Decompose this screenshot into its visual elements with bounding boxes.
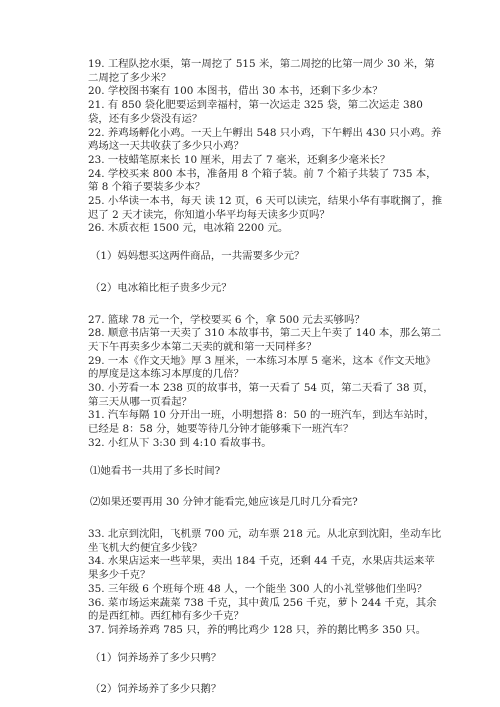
problems-19-26 <box>88 58 444 236</box>
problem-32: 32. 小红从下 3:30 到 4:10 看故事书。 <box>88 436 272 449</box>
problem-28: 28. 顺意书店第一天卖了 310 本故事书，第二天上午卖了 140 本，那么第二天下午再卖多少本第二天卖的就和第一天同样多？ <box>88 327 442 353</box>
problem-26-sub-1: （1）妈妈想买这两件商品，一共需要多少元？ <box>90 250 305 263</box>
problem-29: 29. 一本《作文天地》厚 3 厘米，一本练习本厚 5 毫米，这本《作文天地》的厚度是这本练习本厚度的几倍？ <box>88 354 436 381</box>
problem-26-sub-2: （2）电冰箱比柜子贵多少元？ <box>90 281 232 294</box>
problem-27: 27. 篮球 78 元一个，学校要买 6 个，拿 500 元去买够吗？ <box>88 313 365 326</box>
problem-23: 23. 一枝蜡笔原来长 10 厘米，用去了 7 毫米，还剩多少毫米长？ <box>88 153 391 166</box>
problem-37-sub-1: （1）饲养场养了多少只鸭？ <box>90 651 222 664</box>
problems-33-37 <box>88 528 444 638</box>
problem-37: 37. 饲养场养鸡 785 只，养的鸭比鸡少 128 只，养的鹅比鸭多 350 只。 <box>88 623 427 636</box>
problem-36: 36. 菜市场运来蔬菜 738 千克，其中黄瓜 256 千克，萝卜 244 千克，其余的是西红柿。西红柿有多少千克？ <box>88 596 437 623</box>
problem-31: 31. 汽车每隔 10 分开出一班，小明想搭 8：50 的一班汽车，到达车站时，已经是 8：58 分，她要等待几分钟才能够乘下一班汽车？ <box>88 409 435 436</box>
problem-33: 33. 北京到沈阳，飞机票 700 元，动车票 218 元。从北京到沈阳，坐动车比坐飞机大约便宜多少钱？ <box>88 527 442 554</box>
problem-20: 20. 学校图书案有 100 本图书，借出 30 本书，还剩下多少本？ <box>88 85 383 98</box>
problem-32-sub-2: ⑵如果还要再用 30 分钟才能看完,她应该是几时几分看完? <box>90 496 358 509</box>
problem-34: 34. 水果店运来一些苹果，卖出 184 千克，还剩 44 千克，水果店共运来苹果多少千克？ <box>88 555 435 582</box>
problem-26: 26. 木质衣柜 1500 元，电冰箱 2200 元。 <box>88 222 289 235</box>
problem-25: 25. 小华读一本书，每天 读 12 页，6 天可以读完，结果小华有事耽搁了，推迟了 2 天才读完，你知道小华平均每天读多少页吗？ <box>88 195 443 221</box>
problem-35: 35. 三年级 6 个班每个班 48 人，一个能坐 300 人的小礼堂够他们坐吗？ <box>88 582 428 595</box>
problem-30: 30. 小芳看一本 238 页的故事书，第一天看了 54 页，第二天看了 38 页，第三天从哪一页看起？ <box>88 382 434 408</box>
problem-19: 19. 工程队挖水渠，第一周挖了 515 米，第二周挖的比第一周少 30 米，第二周挖了多少米？ <box>88 58 435 84</box>
problem-37-sub-2: （2）饲养场养了多少只鹅？ <box>90 683 222 696</box>
problem-22: 22. 养鸡场孵化小鸡。一天上午孵出 548 只小鸡，下午孵出 430 只小鸡。养鸡场这一天共收获了多少只小鸡？ <box>88 126 442 153</box>
problem-24: 24. 学校买来 800 本书，准备用 8 个箱子装。前 7 个箱子共装了 735 本，第 8 个箱子要装多少本？ <box>88 167 437 194</box>
problems-27-32 <box>88 314 444 451</box>
problem-21: 21. 有 850 袋化肥要运到幸福村，第一次运走 325 袋，第二次运走 380 袋，还有多少袋没有运？ <box>88 99 423 125</box>
problem-32-sub-1: ⑴她看书一共用了多长时间? <box>90 464 221 477</box>
